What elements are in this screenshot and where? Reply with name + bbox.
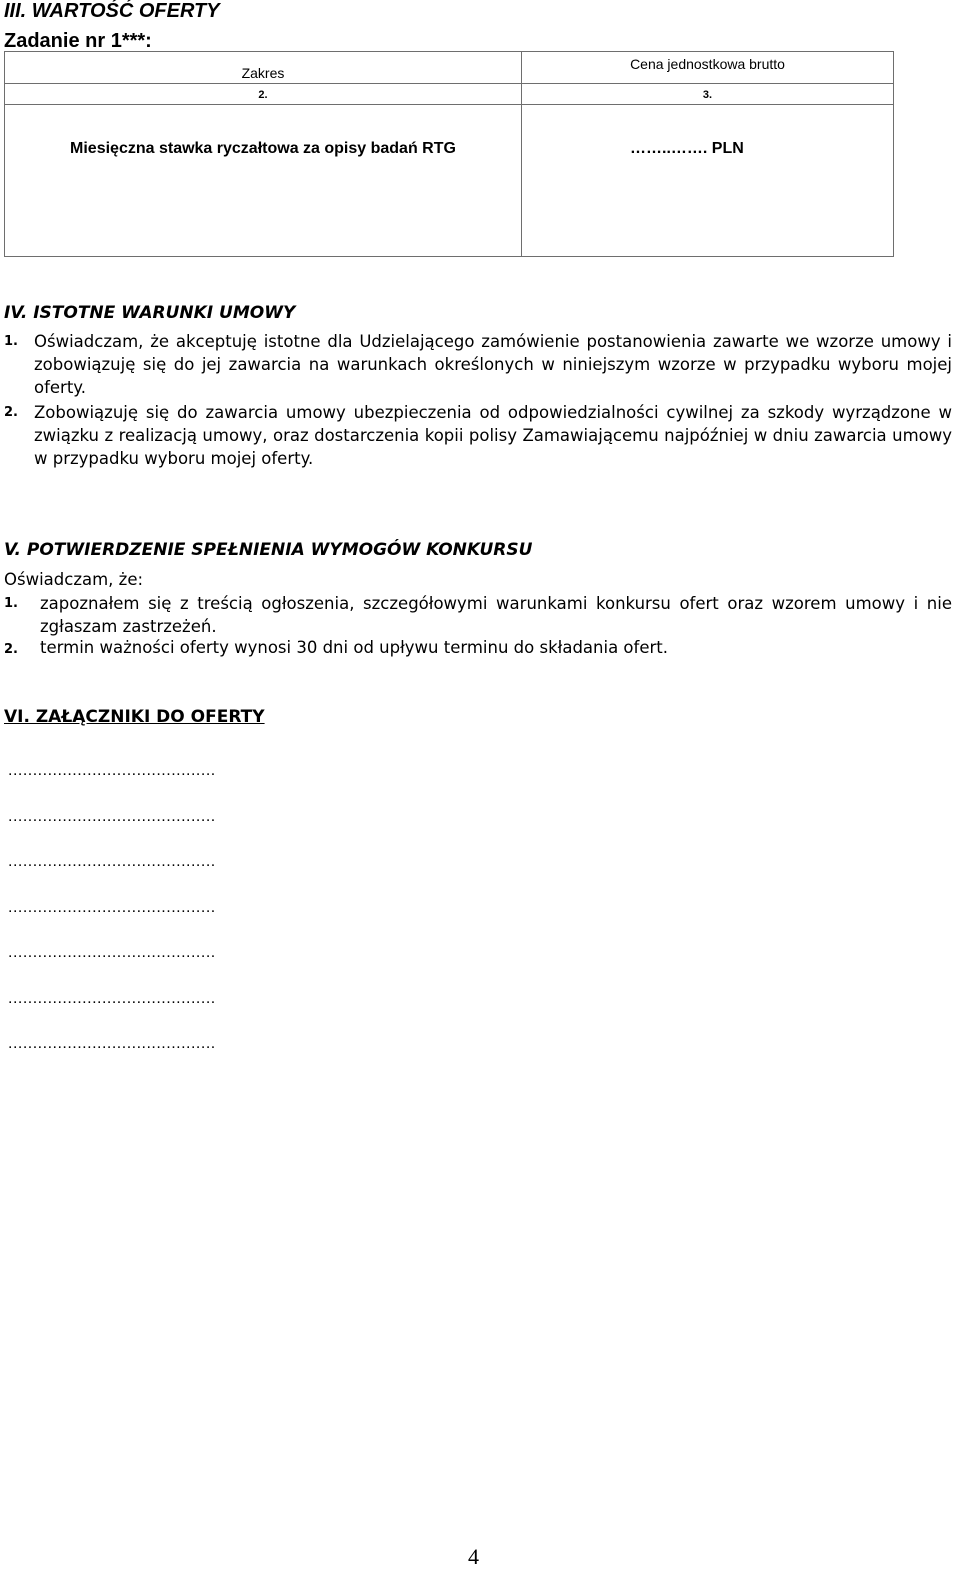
contract-terms-statement bbox=[34, 330, 952, 399]
list-number: 2. bbox=[4, 642, 18, 657]
list-item-text: Oświadczam, że akceptuję istotne dla Udzielającego zamówienie postanowienia zawarte we wzorze umowy i zobowiązuję się do jej zawarcia na warunkach określonych w niniejszym wzorze w przypadku wyboru mojej oferty. bbox=[34, 332, 952, 397]
column-number-label: 2. bbox=[258, 89, 268, 101]
attachment-blank-line: .......................................... bbox=[8, 808, 216, 825]
table-header-scope bbox=[5, 52, 522, 84]
attachment-blank-line: .......................................... bbox=[8, 762, 216, 779]
price-value: ……..……. PLN bbox=[630, 140, 744, 157]
attachment-blank-line: .......................................... bbox=[8, 944, 216, 961]
section-4-heading: IV. ISTOTNE WARUNKI UMOWY bbox=[4, 303, 296, 323]
section-3-heading: III. WARTOŚĆ OFERTY bbox=[4, 0, 220, 22]
scope-value: Miesięczna stawka ryczałtowa za opisy badań RTG bbox=[70, 140, 456, 157]
validity-statement: termin ważności oferty wynosi 30 dni od upływu terminu do składania ofert. bbox=[40, 638, 668, 657]
declaration-intro: Oświadczam, że: bbox=[4, 570, 144, 589]
attachment-blank-line: .......................................... bbox=[8, 853, 216, 870]
table-header-price bbox=[522, 52, 894, 84]
insurance-obligation-statement bbox=[34, 401, 952, 470]
attachment-blank-line: .......................................... bbox=[8, 990, 216, 1007]
list-number: 1. bbox=[4, 596, 18, 611]
table-column-number-3 bbox=[522, 84, 894, 105]
list-number: 2. bbox=[4, 405, 18, 420]
list-item-text: Zobowiązuję się do zawarcia umowy ubezpieczenia od odpowiedzialności cywilnej za szkody wyrządzone w związku z realizacją umowy, oraz dostarczenia kopii polisy Zamawiającemu najpóźniej w dniu zawarcia umowy w przypadku wyboru mojej oferty. bbox=[34, 403, 952, 468]
offer-price-table bbox=[4, 51, 894, 257]
section-6-heading: VI. ZAŁĄCZNIKI DO OFERTY bbox=[4, 707, 265, 727]
table-row-price bbox=[522, 105, 894, 257]
section-5-heading: V. POTWIERDZENIE SPEŁNIENIA WYMOGÓW KONKURSU bbox=[4, 540, 533, 560]
page-number: 4 bbox=[468, 1544, 479, 1569]
list-item-text: zapoznałem się z treścią ogłoszenia, szczegółowymi warunkami konkursu ofert oraz wzorem umowy i nie zgłaszam zastrzeżeń. bbox=[40, 594, 952, 636]
scope-header-label: Zakres bbox=[241, 64, 285, 81]
attachment-blank-line: .......................................... bbox=[8, 1035, 216, 1052]
list-number: 1. bbox=[4, 334, 18, 349]
table-row-scope bbox=[5, 105, 522, 257]
price-header-label: Cena jednostkowa brutto bbox=[630, 55, 785, 72]
column-number-label: 3. bbox=[702, 89, 713, 101]
attachment-blank-line: .......................................... bbox=[8, 899, 216, 916]
table-column-number-2 bbox=[5, 84, 522, 105]
acknowledgement-statement bbox=[40, 592, 952, 638]
task-label: Zadanie nr 1***: bbox=[4, 30, 152, 52]
